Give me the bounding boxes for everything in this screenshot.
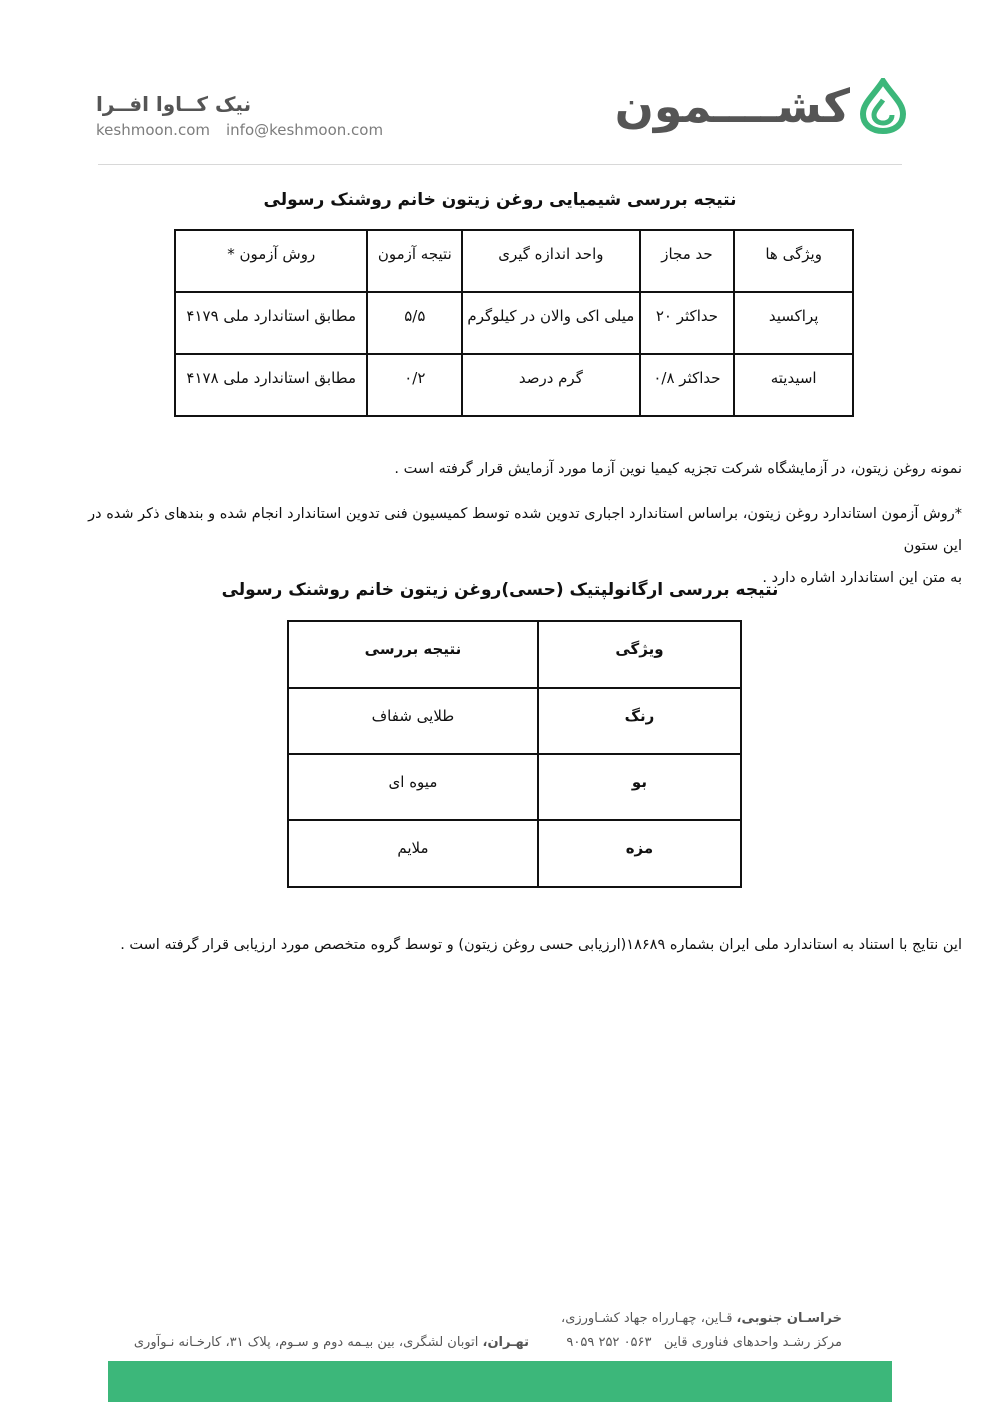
table-cell: طلایی شفاف (288, 688, 538, 754)
contact-info (96, 121, 383, 139)
brand-logo (615, 78, 908, 134)
header-cell: ویژگی ها (734, 230, 853, 292)
table-cell: مطابق استاندارد ملی ۴۱۷۸ (175, 354, 367, 416)
conclusion-text: این نتایج با استناد به استاندارد ملی ایران بشماره ۱۸۶۸۹(ارزیابی حسی روغن زیتون) و توسط گروه متخصص مورد ارزیابی قرار گرفته است . (120, 937, 962, 953)
header-cell: واحد اندازه گیری (462, 230, 639, 292)
drop-logo-icon (858, 78, 908, 134)
table-cell: حداکثر ۰/۸ (640, 354, 735, 416)
header-cell: نتیجه آزمون (367, 230, 462, 292)
header-cell: نتیجه بررسی (288, 621, 538, 688)
footer-city: خراسـان جنوبی، (736, 1311, 842, 1326)
sensory-table (287, 620, 742, 888)
table-cell: گرم درصد (462, 354, 639, 416)
website-link[interactable]: keshmoon.com (96, 121, 210, 139)
table-row (288, 688, 741, 754)
table-cell: رنگ (538, 688, 741, 754)
sensory-title: نتیجه بررسی ارگانولپتیک (حسی)روغن زیتون خانم روشنک رسولی (221, 580, 779, 600)
footer-center: مرکز رشـد واحدهای فناوری قاین (663, 1335, 842, 1350)
footer-city: تهـران، (482, 1335, 529, 1350)
footer-address-tehran (134, 1335, 529, 1350)
table-header-row (175, 230, 853, 292)
company-name: نیک کــاوا افــرا (96, 92, 252, 116)
footer-address-south (561, 1311, 842, 1326)
header-cell: حد مجاز (640, 230, 735, 292)
table-row (175, 292, 853, 354)
table-cell: پراکسید (734, 292, 853, 354)
table-cell: بو (538, 754, 741, 820)
table-cell: میلی اکی والان در کیلوگرم (462, 292, 639, 354)
table-row (288, 754, 741, 820)
table-cell: میوه ای (288, 754, 538, 820)
header-cell: ویژگی (538, 621, 741, 688)
footer-address: قـاین، چهـارراه جهاد کشـاورزی، (561, 1311, 737, 1326)
table-row (175, 354, 853, 416)
chemical-table (174, 229, 854, 417)
method-note-line: به متن این استاندارد اشاره دارد . (762, 570, 962, 586)
table-cell: حداکثر ۲۰ (640, 292, 735, 354)
email-link[interactable]: info@keshmoon.com (225, 121, 384, 139)
chemical-title: نتیجه بررسی شیمیایی روغن زیتون خانم روشنک رسولی (263, 190, 737, 210)
method-note-line: *روش آزمون استاندارد روغن زیتون، براساس استاندارد اجباری تدوین شده توسط کمیسیون فنی تدوین استاندارد انجام شده و بندهای ذکر شده در این ستون (88, 506, 962, 554)
table-cell: ۵/۵ (367, 292, 462, 354)
footer-green-bar (108, 1361, 892, 1402)
table-cell: مزه (538, 820, 741, 887)
footer-address-center (566, 1335, 842, 1350)
table-cell: مطابق استاندارد ملی ۴۱۷۹ (175, 292, 367, 354)
brand-name: کشــــمون (614, 79, 850, 133)
table-row (288, 820, 741, 887)
header-cell: روش آزمون * (175, 230, 367, 292)
table-cell: اسیدیته (734, 354, 853, 416)
table-cell: ۰/۲ (367, 354, 462, 416)
header-divider (98, 164, 902, 165)
sample-note: نمونه روغن زیتون، در آزمایشگاه شرکت تجزیه کیمیا نوین آزما مورد آزمایش قرار گرفته است . (394, 461, 962, 477)
footer-phone: ۰۵۶۳ ۲۵۲ ۹۰۵۹ (566, 1335, 652, 1350)
table-header-row (288, 621, 741, 688)
footer-address: اتوبان لشگری، بین بیـمه دوم و سـوم، پلاک ۳۱، کارخـانه نـوآوری (133, 1335, 483, 1350)
table-cell: ملایم (288, 820, 538, 887)
